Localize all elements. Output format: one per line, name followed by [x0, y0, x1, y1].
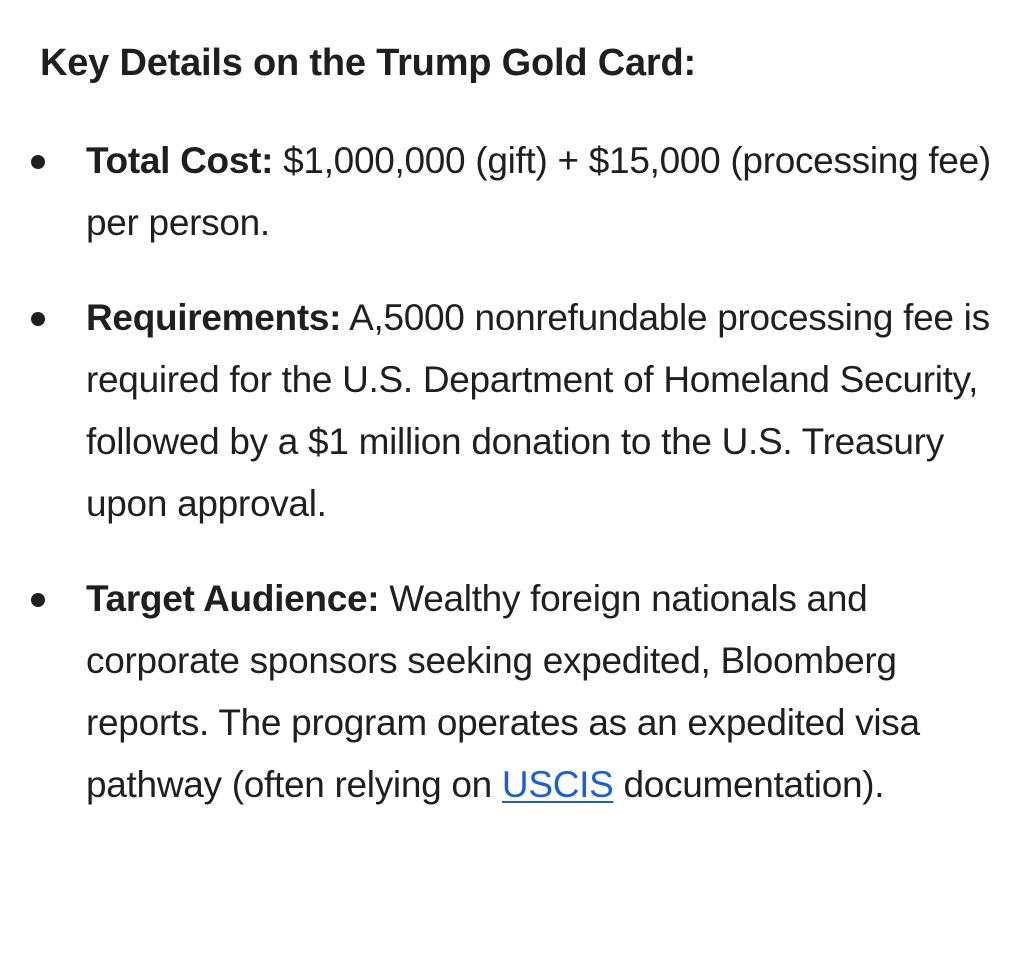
list-item-target-audience [0, 568, 1024, 816]
uscis-link[interactable]: USCIS [501, 764, 614, 805]
list-item-requirements [0, 287, 1024, 535]
bullet-icon [31, 593, 45, 607]
term-label: Requirements: [86, 297, 342, 338]
bullet-icon [31, 312, 45, 326]
key-details-list [0, 130, 1024, 849]
bullet-icon [31, 155, 45, 169]
item-text-after-link: documentation). [613, 764, 885, 805]
item-text: Wealthy foreign nationals and corporate sponsors seeking expedited, Bloomberg reports. The program operates as an expedited visa pathway (often relying on [86, 578, 920, 805]
list-item-total-cost [0, 130, 1024, 254]
section-heading: Key Details on the Trump Gold Card: [40, 42, 696, 84]
term-label: Total Cost: [86, 140, 274, 181]
term-label: Target Audience: [86, 578, 380, 619]
item-text: A,5000 nonrefundable processing fee is required for the U.S. Department of Homeland Security, followed by a $1 million donation to the U.S. Treasury upon approval. [86, 297, 990, 524]
item-text: $1,000,000 (gift) + $15,000 (processing fee) per person. [86, 140, 991, 243]
